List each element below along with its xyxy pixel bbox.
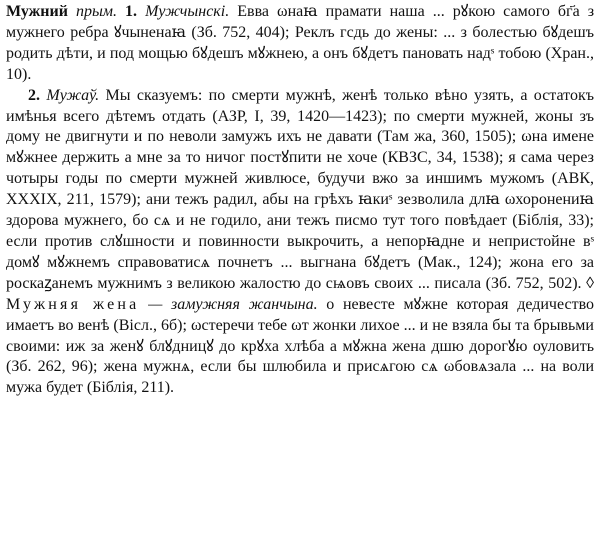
sense-2-gloss: Мужаў. — [46, 86, 100, 104]
sense-2-citations: Мы сказуемъ: по смерти мужнѣ, женѣ только вѣно узять, а остатокъ имѣнья всего дѣтемъ отдать (АЗР, I, 39, 1420—1423); по смерти мужней, жоны зъ дому не двигнути и по неволи замужъ ихъ не давати (Там жа, 360, 1505); ωна имене мꙋжнее держить а мне за то ничог постꙋпити не хоче (КВЗС, 34, 1538); я сама через чотыры годы по смерти мужней живлюсе, будучи вжо за иншимъ мужомъ (АВК, XXXIX, 211, 1579); ани тежъ радил, абы на грѣхъ ꙗкиˢ зезволила длꙗ ωхоронениꙗ здорова мужнего, бо сѧ и не годило, ани тежъ писмо тут того повѣдает (Біблія, 33); если против слꙋшности и повинности выкрочить, а непорꙗдне и непристойне вˢ домꙋ мꙋжнемъ справоватисѧ почнетъ ... выгнана бꙋдетъ (Мак., 124); жона его за роскаꙁанемъ мужнимъ з великою жалостю до сѩовъ своих ... писала (Зб. 752, 502). — [6, 86, 594, 292]
phrase-citations: о невесте мꙋжне которая дедичество имаетъ во венѣ (Вісл., 6б); ωстеречи тебе ωт жонки лихое ... и не взяла бы та брывьми своими: иж за женꙋ блꙋдницꙋ до крꙋха хлѣба а мꙋжна жена дшю дорогꙋю оуловить (Зб. 262, 96); жена мужнѧ, если бы шлюбила и присѧгою сѧ ωбовѧзала ... на воли мужа будет (Біблія, 211). — [6, 295, 594, 397]
dictionary-page — [6, 2, 594, 552]
sense-1-number: 1. — [125, 3, 138, 20]
headword: Мужний — [6, 3, 68, 20]
phrase-gloss: — замужняя жанчына. — [148, 295, 318, 313]
sense-1-citations: Евва ωнаꙗ прамати наша ... рꙋкою самого бг҃а з мужнего ребра ꙋчыненаꙗ (Зб. 752, 404); Реклъ гсдь до жены: ... з болестью бꙋдешъ родить дѣти, и под мощью бꙋдешъ мꙋжнею, а онъ бꙋдетъ пановать надˢ тобою (Хран., 10). — [6, 3, 594, 83]
entry-paragraph-2 — [6, 86, 594, 400]
phrase-diamond-icon: ◊ — [586, 274, 594, 292]
part-of-speech: прым. — [75, 3, 118, 20]
entry-paragraph-1 — [6, 2, 594, 86]
sense-2-number: 2. — [28, 86, 40, 104]
sense-1-gloss: Мужчынскі. — [145, 3, 230, 20]
phrase-headword: Мужняя жена — [6, 295, 140, 313]
